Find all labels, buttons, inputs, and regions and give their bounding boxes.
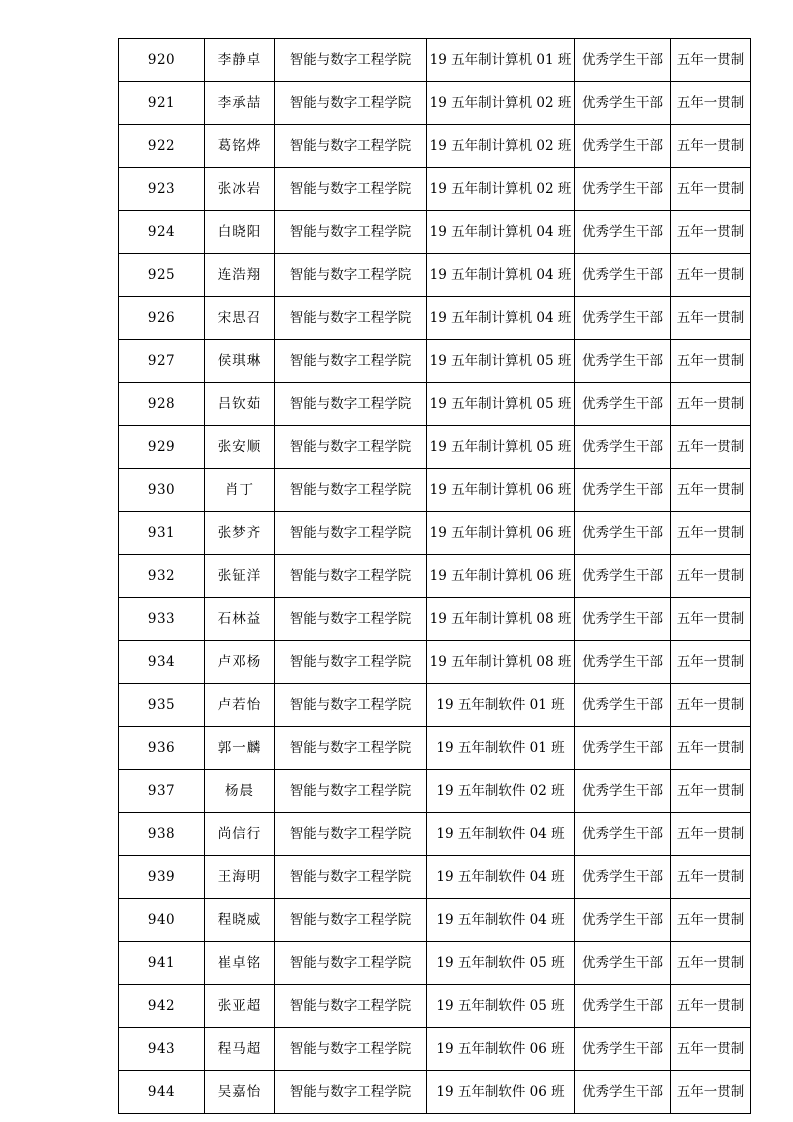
cell-program-type: 五年一贯制 [671,899,751,942]
table-row [119,1028,751,1071]
cell-class: 19 五年制计算机 02 班 [427,125,575,168]
cell-sequence-number: 927 [119,340,205,383]
table-row [119,340,751,383]
cell-college: 智能与数字工程学院 [275,426,427,469]
cell-student-name: 石林益 [205,598,275,641]
cell-honor-title: 优秀学生干部 [575,254,671,297]
cell-program-type: 五年一贯制 [671,340,751,383]
cell-sequence-number: 933 [119,598,205,641]
cell-honor-title: 优秀学生干部 [575,555,671,598]
cell-college: 智能与数字工程学院 [275,813,427,856]
table-row [119,985,751,1028]
cell-student-name: 张钲洋 [205,555,275,598]
cell-honor-title: 优秀学生干部 [575,684,671,727]
table-row [119,254,751,297]
cell-program-type: 五年一贯制 [671,1071,751,1114]
cell-program-type: 五年一贯制 [671,985,751,1028]
cell-student-name: 宋思召 [205,297,275,340]
cell-sequence-number: 936 [119,727,205,770]
cell-sequence-number: 942 [119,985,205,1028]
cell-sequence-number: 935 [119,684,205,727]
table-row [119,598,751,641]
cell-student-name: 郭一麟 [205,727,275,770]
cell-college: 智能与数字工程学院 [275,469,427,512]
cell-class: 19 五年制软件 05 班 [427,985,575,1028]
cell-student-name: 张冰岩 [205,168,275,211]
cell-college: 智能与数字工程学院 [275,899,427,942]
cell-college: 智能与数字工程学院 [275,727,427,770]
cell-class: 19 五年制计算机 05 班 [427,340,575,383]
cell-honor-title: 优秀学生干部 [575,297,671,340]
cell-program-type: 五年一贯制 [671,39,751,82]
table-row [119,555,751,598]
cell-class: 19 五年制计算机 04 班 [427,297,575,340]
cell-program-type: 五年一贯制 [671,856,751,899]
cell-sequence-number: 932 [119,555,205,598]
cell-sequence-number: 943 [119,1028,205,1071]
cell-student-name: 葛铭烨 [205,125,275,168]
cell-college: 智能与数字工程学院 [275,254,427,297]
cell-honor-title: 优秀学生干部 [575,598,671,641]
cell-honor-title: 优秀学生干部 [575,39,671,82]
table-row [119,426,751,469]
cell-sequence-number: 924 [119,211,205,254]
cell-sequence-number: 944 [119,1071,205,1114]
cell-sequence-number: 934 [119,641,205,684]
table-row [119,168,751,211]
table-row [119,82,751,125]
cell-program-type: 五年一贯制 [671,512,751,555]
cell-honor-title: 优秀学生干部 [575,82,671,125]
cell-honor-title: 优秀学生干部 [575,813,671,856]
cell-honor-title: 优秀学生干部 [575,426,671,469]
cell-sequence-number: 929 [119,426,205,469]
cell-program-type: 五年一贯制 [671,813,751,856]
cell-honor-title: 优秀学生干部 [575,856,671,899]
cell-class: 19 五年制计算机 06 班 [427,555,575,598]
table-row [119,942,751,985]
cell-program-type: 五年一贯制 [671,426,751,469]
cell-class: 19 五年制计算机 01 班 [427,39,575,82]
cell-class: 19 五年制计算机 05 班 [427,383,575,426]
cell-college: 智能与数字工程学院 [275,39,427,82]
table-body [119,39,751,1114]
cell-student-name: 李承喆 [205,82,275,125]
cell-college: 智能与数字工程学院 [275,1028,427,1071]
cell-program-type: 五年一贯制 [671,1028,751,1071]
cell-student-name: 尚信行 [205,813,275,856]
cell-program-type: 五年一贯制 [671,555,751,598]
cell-student-name: 张亚超 [205,985,275,1028]
cell-program-type: 五年一贯制 [671,469,751,512]
cell-college: 智能与数字工程学院 [275,1071,427,1114]
cell-college: 智能与数字工程学院 [275,641,427,684]
cell-program-type: 五年一贯制 [671,82,751,125]
cell-honor-title: 优秀学生干部 [575,469,671,512]
cell-college: 智能与数字工程学院 [275,598,427,641]
cell-class: 19 五年制软件 04 班 [427,899,575,942]
cell-college: 智能与数字工程学院 [275,942,427,985]
cell-program-type: 五年一贯制 [671,770,751,813]
cell-honor-title: 优秀学生干部 [575,211,671,254]
award-list-table [118,38,751,1114]
cell-student-name: 程马超 [205,1028,275,1071]
cell-sequence-number: 931 [119,512,205,555]
cell-honor-title: 优秀学生干部 [575,942,671,985]
cell-class: 19 五年制软件 01 班 [427,684,575,727]
cell-program-type: 五年一贯制 [671,254,751,297]
cell-student-name: 卢若怡 [205,684,275,727]
cell-program-type: 五年一贯制 [671,297,751,340]
cell-sequence-number: 921 [119,82,205,125]
cell-college: 智能与数字工程学院 [275,383,427,426]
cell-student-name: 卢邓杨 [205,641,275,684]
cell-class: 19 五年制软件 04 班 [427,856,575,899]
cell-program-type: 五年一贯制 [671,168,751,211]
cell-college: 智能与数字工程学院 [275,985,427,1028]
cell-class: 19 五年制软件 06 班 [427,1028,575,1071]
table-row [119,512,751,555]
cell-class: 19 五年制计算机 02 班 [427,168,575,211]
cell-honor-title: 优秀学生干部 [575,770,671,813]
cell-sequence-number: 939 [119,856,205,899]
cell-program-type: 五年一贯制 [671,684,751,727]
cell-student-name: 李静卓 [205,39,275,82]
table-row [119,383,751,426]
cell-student-name: 肖丁 [205,469,275,512]
cell-student-name: 程晓威 [205,899,275,942]
cell-program-type: 五年一贯制 [671,641,751,684]
cell-honor-title: 优秀学生干部 [575,383,671,426]
cell-sequence-number: 925 [119,254,205,297]
table-row [119,727,751,770]
table-row [119,469,751,512]
table-row [119,297,751,340]
cell-program-type: 五年一贯制 [671,211,751,254]
cell-program-type: 五年一贯制 [671,125,751,168]
cell-college: 智能与数字工程学院 [275,340,427,383]
cell-college: 智能与数字工程学院 [275,211,427,254]
cell-student-name: 崔卓铭 [205,942,275,985]
cell-program-type: 五年一贯制 [671,598,751,641]
cell-sequence-number: 928 [119,383,205,426]
cell-class: 19 五年制计算机 06 班 [427,512,575,555]
cell-class: 19 五年制软件 05 班 [427,942,575,985]
cell-sequence-number: 938 [119,813,205,856]
cell-honor-title: 优秀学生干部 [575,1071,671,1114]
cell-honor-title: 优秀学生干部 [575,727,671,770]
cell-class: 19 五年制软件 01 班 [427,727,575,770]
cell-college: 智能与数字工程学院 [275,856,427,899]
table-row [119,1071,751,1114]
cell-student-name: 王海明 [205,856,275,899]
table-row [119,211,751,254]
cell-student-name: 吴嘉怡 [205,1071,275,1114]
cell-college: 智能与数字工程学院 [275,297,427,340]
table-row [119,899,751,942]
cell-student-name: 白晓阳 [205,211,275,254]
table-row [119,125,751,168]
cell-college: 智能与数字工程学院 [275,555,427,598]
cell-sequence-number: 941 [119,942,205,985]
cell-class: 19 五年制计算机 08 班 [427,641,575,684]
cell-sequence-number: 920 [119,39,205,82]
cell-class: 19 五年制计算机 08 班 [427,598,575,641]
table-row [119,641,751,684]
cell-sequence-number: 940 [119,899,205,942]
cell-honor-title: 优秀学生干部 [575,340,671,383]
cell-college: 智能与数字工程学院 [275,82,427,125]
cell-sequence-number: 926 [119,297,205,340]
table-row [119,856,751,899]
cell-sequence-number: 923 [119,168,205,211]
cell-student-name: 张梦齐 [205,512,275,555]
cell-student-name: 侯琪琳 [205,340,275,383]
table-row [119,813,751,856]
cell-college: 智能与数字工程学院 [275,684,427,727]
table-row [119,39,751,82]
cell-class: 19 五年制计算机 06 班 [427,469,575,512]
cell-class: 19 五年制计算机 02 班 [427,82,575,125]
cell-class: 19 五年制软件 02 班 [427,770,575,813]
cell-student-name: 连浩翔 [205,254,275,297]
cell-college: 智能与数字工程学院 [275,125,427,168]
cell-student-name: 杨晨 [205,770,275,813]
cell-program-type: 五年一贯制 [671,942,751,985]
cell-college: 智能与数字工程学院 [275,168,427,211]
cell-program-type: 五年一贯制 [671,383,751,426]
cell-student-name: 张安顺 [205,426,275,469]
cell-sequence-number: 930 [119,469,205,512]
cell-class: 19 五年制软件 06 班 [427,1071,575,1114]
cell-class: 19 五年制计算机 04 班 [427,254,575,297]
cell-honor-title: 优秀学生干部 [575,1028,671,1071]
cell-college: 智能与数字工程学院 [275,512,427,555]
cell-class: 19 五年制软件 04 班 [427,813,575,856]
table-row [119,770,751,813]
cell-sequence-number: 937 [119,770,205,813]
cell-student-name: 吕钦茹 [205,383,275,426]
cell-honor-title: 优秀学生干部 [575,125,671,168]
cell-honor-title: 优秀学生干部 [575,641,671,684]
cell-program-type: 五年一贯制 [671,727,751,770]
cell-college: 智能与数字工程学院 [275,770,427,813]
cell-honor-title: 优秀学生干部 [575,168,671,211]
table-row [119,684,751,727]
cell-honor-title: 优秀学生干部 [575,899,671,942]
cell-sequence-number: 922 [119,125,205,168]
cell-honor-title: 优秀学生干部 [575,512,671,555]
cell-class: 19 五年制计算机 05 班 [427,426,575,469]
cell-honor-title: 优秀学生干部 [575,985,671,1028]
cell-class: 19 五年制计算机 04 班 [427,211,575,254]
